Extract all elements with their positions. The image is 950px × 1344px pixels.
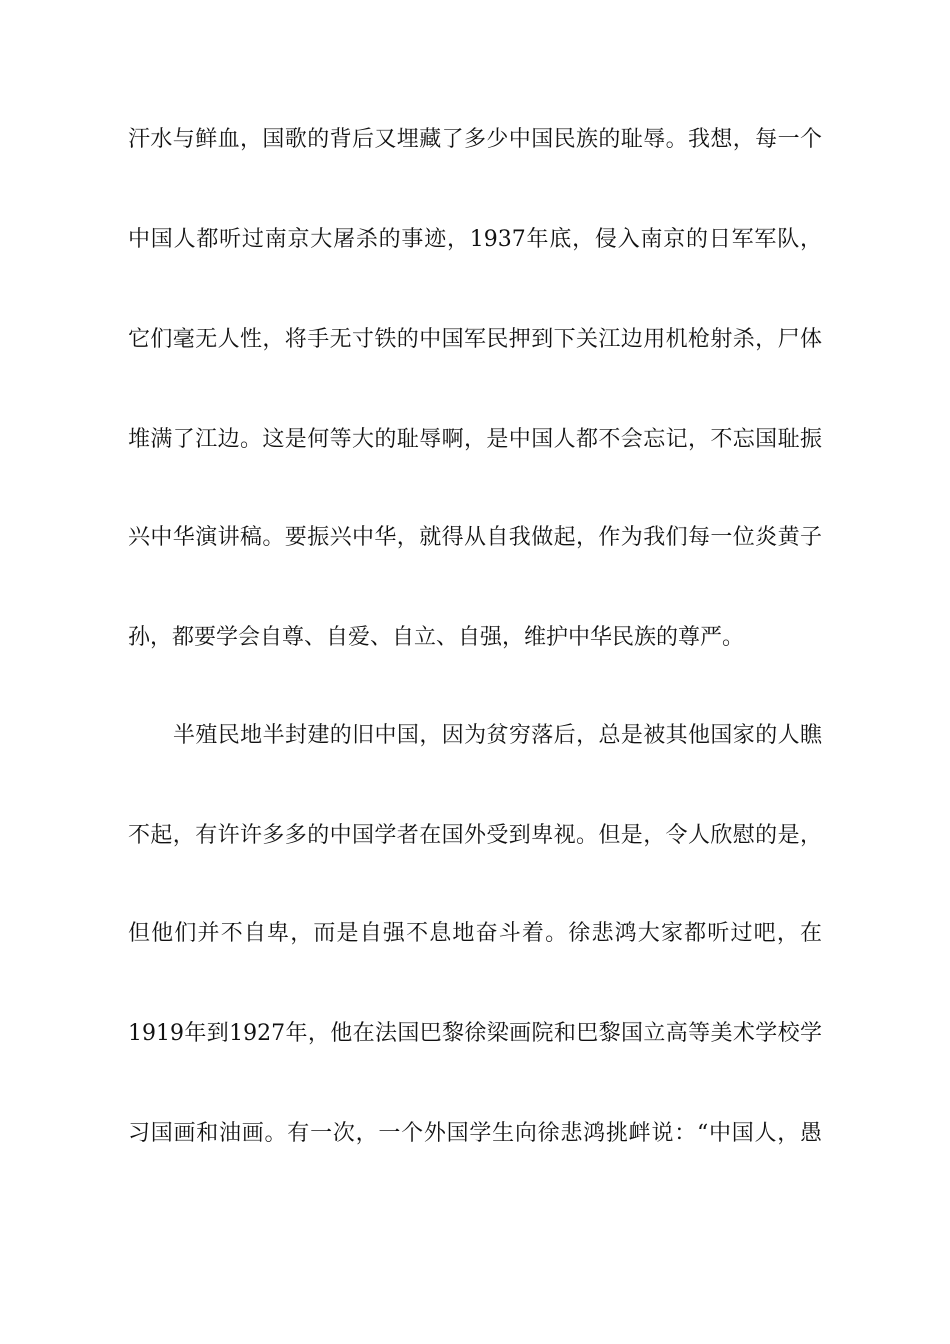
text-line: 汗水与鲜血，国歌的背后又埋藏了多少中国民族的耻辱。我想，每一个 (128, 127, 822, 152)
text-line: 堆满了江边。这是何等大的耻辱啊，是中国人都不会忘记，不忘国耻振 (128, 427, 822, 452)
text-line: 兴中华演讲稿。要振兴中华，就得从自我做起，作为我们每一位炎黄子 (128, 525, 822, 550)
text-line: 孙，都要学会自尊、自爱、自立、自强，维护中华民族的尊严。 (128, 625, 745, 650)
text-line: 1919年到1927年，他在法国巴黎徐梁画院和巴黎国立高等美术学校学 (128, 1021, 822, 1046)
text-line: 不起，有许许多多的中国学者在国外受到卑视。但是，令人欣慰的是， (128, 823, 822, 848)
text-line: 它们毫无人性，将手无寸铁的中国军民押到下关江边用机枪射杀，尸体 (128, 327, 822, 352)
paragraph-first-line: 半殖民地半封建的旧中国，因为贫穷落后，总是被其他国家的人瞧 (173, 723, 822, 748)
text-line: 习国画和油画。有一次，一个外国学生向徐悲鸿挑衅说：“中国人，愚 (128, 1121, 822, 1146)
text-line: 中国人都听过南京大屠杀的事迹，1937年底，侵入南京的日军军队， (128, 227, 822, 252)
text-line: 但他们并不自卑，而是自强不息地奋斗着。徐悲鸿大家都听过吧，在 (128, 921, 822, 946)
